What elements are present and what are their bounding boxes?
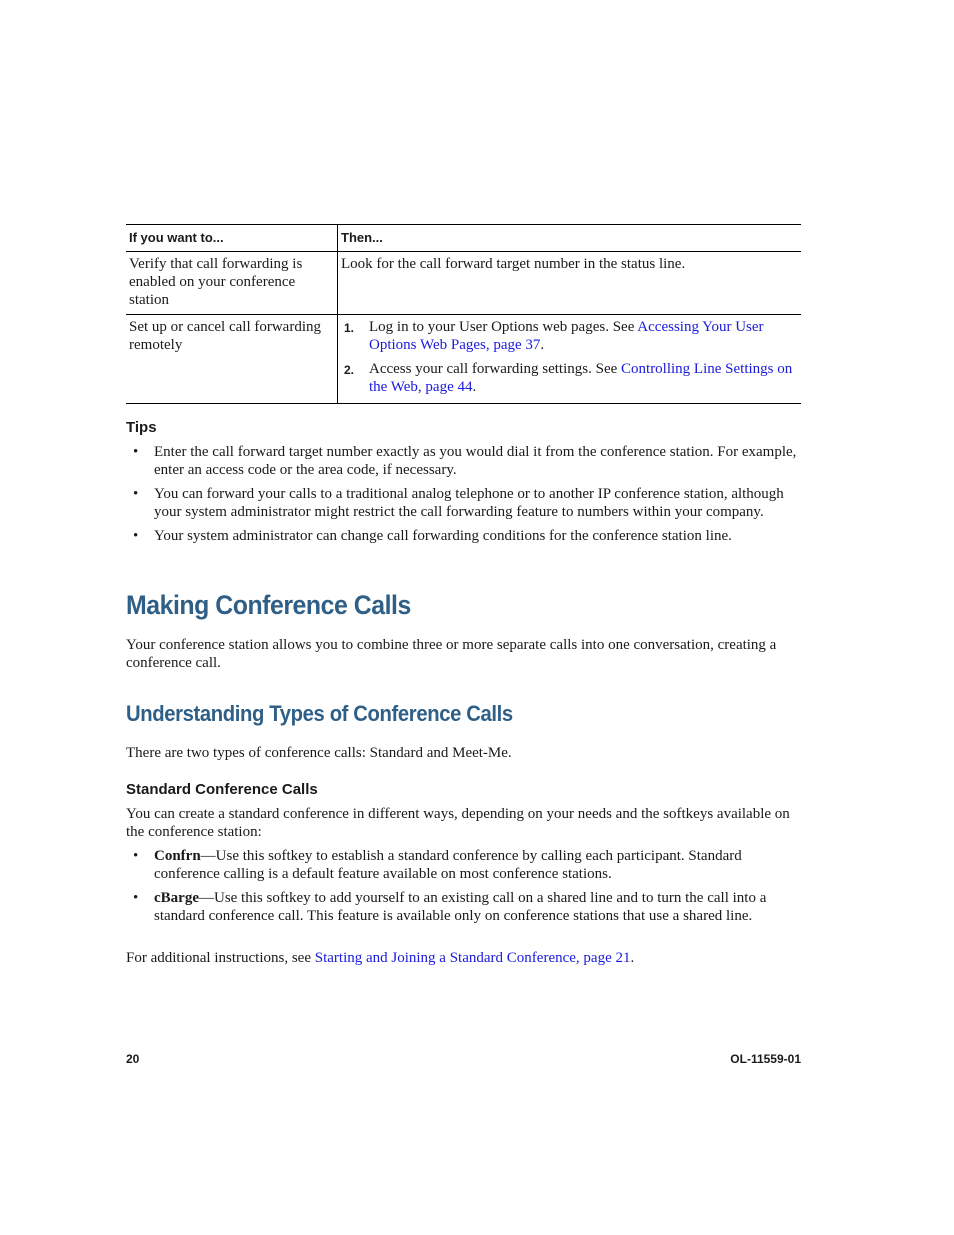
subsection-heading: Understanding Types of Conference Calls — [126, 701, 513, 726]
tip-text: You can forward your calls to a traditional analog telephone or to another IP conference station, although your system administrator might restrict the call forwarding feature to numbers within your company. — [154, 486, 784, 520]
step-item — [341, 318, 798, 354]
accessing-user-options-link[interactable]: Accessing Your User Options Web Pages, page 37 — [369, 319, 764, 353]
step-end: . — [540, 337, 545, 353]
softkey-desc: —Use this softkey to establish a standard conference by calling each participant. Standard conference calling is a default feature available on most conference stations. — [154, 848, 742, 882]
softkey-desc: —Use this softkey to add yourself to an existing call on a shared line and to turn the call into a standard conference call. This feature is available only on conference stations that use a shared line. — [154, 890, 767, 924]
table-row — [126, 252, 801, 315]
table-cell-want: Set up or cancel call forwarding remotely — [126, 315, 338, 404]
list-item — [126, 847, 801, 883]
instructions-prefix: For additional instructions, see — [126, 950, 315, 966]
bullet-icon: • — [133, 486, 139, 502]
steps-list — [341, 318, 798, 396]
step-item — [341, 360, 798, 396]
step-text: Access your call forwarding settings. See — [369, 361, 622, 377]
tips-list — [126, 443, 801, 551]
table-cell-want: Verify that call forwarding is enabled on your conference station — [126, 252, 338, 315]
bullet-icon: • — [133, 528, 139, 544]
softkey-name: Confrn — [154, 848, 201, 864]
list-item — [126, 485, 801, 521]
tip-text: Your system administrator can change call forwarding conditions for the conference station line. — [154, 528, 732, 544]
standard-intro: You can create a standard conference in different ways, depending on your needs and the softkeys available on the conference station: — [126, 806, 790, 840]
list-item — [126, 889, 801, 925]
page-number: 20 — [126, 1052, 140, 1066]
table-header-want: If you want to... — [126, 225, 338, 252]
table-header-then: Then... — [338, 225, 802, 252]
tip-text: Enter the call forward target number exactly as you would dial it from the conference station. For example, enter an access code or the area code, if necessary. — [154, 444, 797, 478]
table-cell-then — [338, 315, 802, 404]
step-text: Log in to your User Options web pages. See — [369, 319, 638, 335]
bullet-icon: • — [133, 890, 139, 906]
bullet-icon: • — [133, 444, 139, 460]
step-number: 2. — [344, 363, 355, 377]
bullet-icon: • — [133, 848, 139, 864]
tips-heading: Tips — [126, 419, 157, 436]
step-number: 1. — [344, 321, 355, 335]
step-end: . — [472, 379, 477, 395]
softkey-name: cBarge — [154, 890, 199, 906]
document-id: OL-11559-01 — [730, 1052, 801, 1066]
starting-joining-conference-link[interactable]: Starting and Joining a Standard Conference, page 21 — [314, 950, 631, 966]
additional-instructions — [126, 949, 801, 967]
softkey-list — [126, 847, 801, 931]
standard-heading: Standard Conference Calls — [126, 781, 318, 798]
controlling-line-settings-link[interactable]: Controlling Line Settings on the Web, page 44 — [369, 361, 793, 395]
instructions-suffix: . — [630, 950, 635, 966]
list-item — [126, 527, 801, 545]
procedure-table — [126, 224, 801, 404]
section-intro: Your conference station allows you to combine three or more separate calls into one conversation, creating a conference call. — [126, 637, 777, 671]
subsection-intro: There are two types of conference calls: Standard and Meet-Me. — [126, 745, 512, 761]
table-row — [126, 315, 801, 404]
section-heading: Making Conference Calls — [126, 590, 411, 620]
table-cell-then: Look for the call forward target number in the status line. — [338, 252, 802, 315]
list-item — [126, 443, 801, 479]
